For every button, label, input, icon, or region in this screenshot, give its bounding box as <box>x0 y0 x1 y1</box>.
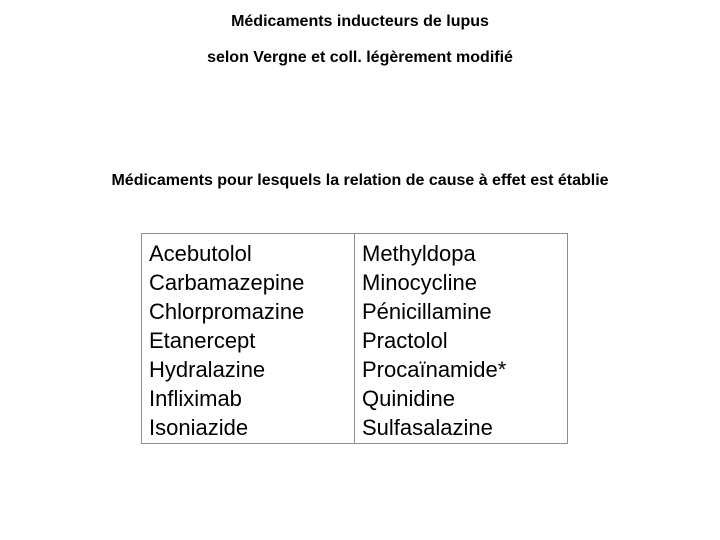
drug-item: Pénicillamine <box>362 299 492 324</box>
drug-item: Chlorpromazine <box>149 299 305 324</box>
drug-item: Acebutolol <box>149 241 252 266</box>
page-title: Médicaments inducteurs de lupus <box>231 13 489 30</box>
drug-item: Quinidine <box>362 386 455 411</box>
drug-item: Procaïnamide* <box>362 357 507 382</box>
drug-item: Hydralazine <box>149 357 266 382</box>
drug-item: Sulfasalazine <box>362 415 493 440</box>
section-heading: Médicaments pour lesquels la relation de cause à effet est établie <box>111 172 609 189</box>
drug-item: Carbamazepine <box>149 270 305 295</box>
page-subtitle: selon Vergne et coll. légèrement modifié <box>207 49 513 66</box>
drug-item: Minocycline <box>362 270 477 295</box>
drug-column-left <box>142 234 355 443</box>
drug-table <box>141 233 568 444</box>
drug-item: Infliximab <box>149 386 242 411</box>
drug-item: Etanercept <box>149 328 256 353</box>
drug-column-right <box>355 234 567 443</box>
drug-item: Practolol <box>362 328 448 353</box>
drug-item: Methyldopa <box>362 241 476 266</box>
drug-item: Isoniazide <box>149 415 249 440</box>
